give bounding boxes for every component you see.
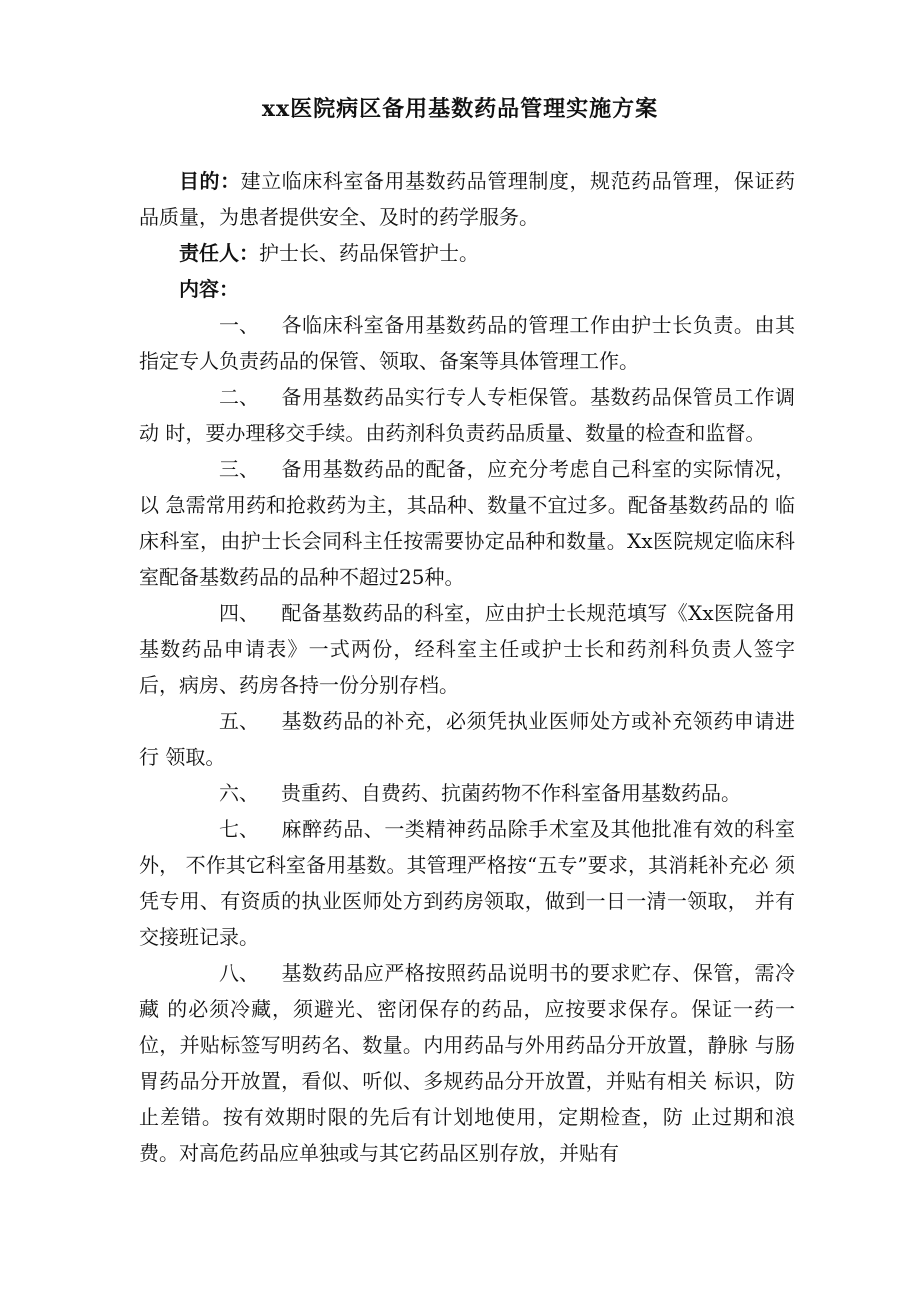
item-paragraph	[139, 451, 795, 595]
item-number: 六、	[219, 781, 259, 805]
purpose-paragraph	[139, 163, 795, 235]
item-paragraph	[139, 811, 795, 955]
item-paragraph	[139, 307, 795, 379]
item-text: 备用基数药品实行专人专柜保管。基数药品保管员工作调动 时，要办理移交手续。由药剂科负责药品质量、数量的检查和监督。	[139, 385, 795, 445]
item-text: 贵重药、自费药、抗菌药物不作科室备用基数药品。	[281, 781, 741, 805]
document-body	[139, 163, 795, 1171]
item-paragraph	[139, 379, 795, 451]
item-number: 三、	[219, 457, 259, 481]
item-text: 基数药品的补充，必须凭执业医师处方或补充领药申请进行 领取。	[139, 709, 795, 769]
item-paragraph	[139, 595, 795, 703]
item-paragraph	[139, 955, 795, 1171]
item-number: 八、	[219, 961, 259, 985]
content-label: 内容：	[179, 277, 239, 301]
item-paragraph	[139, 703, 795, 775]
purpose-text: 建立临床科室备用基数药品管理制度，规范药品管理，保证药品质量，为患者提供安全、及时的药学服务。	[139, 169, 796, 229]
item-text: 配备基数药品的科室，应由护士长规范填写《Xx医院备用基数药品申请表》一式两份，经科室主任或护士长和药剂科负责人签字后，病房、药房各持一份分别存档。	[139, 601, 795, 697]
item-text: 各临床科室备用基数药品的管理工作由护士长负责。由其指定专人负责药品的保管、领取、备案等具体管理工作。	[139, 313, 795, 373]
responsible-label: 责任人：	[179, 241, 259, 265]
item-text: 备用基数药品的配备，应充分考虑自己科室的实际情况，以 急需常用药和抢救药为主，其品种、数量不宜过多。配备基数药品的 临床科室，由护士长会同科主任按需要协定品种和数量。Xx医院规定临床科室配备基数药品的品种不超过25种。	[139, 457, 795, 589]
item-number: 二、	[219, 385, 259, 409]
content-heading	[139, 271, 795, 307]
responsible-text: 护士长、药品保管护士。	[259, 241, 479, 265]
item-number: 七、	[219, 817, 259, 841]
document-title: xx医院病区备用基数药品管理实施方案	[261, 96, 659, 122]
item-text: 麻醉药品、一类精神药品除手术室及其他批准有效的科室外， 不作其它科室备用基数。其管理严格按“五专”要求，其消耗补充必 须凭专用、有资质的执业医师处方到药房领取，做到一日一清一领取， 并有交接班记录。	[139, 817, 795, 949]
item-number: 四、	[219, 601, 259, 625]
item-text: 基数药品应严格按照药品说明书的要求贮存、保管，需冷藏 的必须冷藏，须避光、密闭保存的药品，应按要求保存。保证一药一 位，并贴标签写明药名、数量。内用药品与外用药品分开放置，静脉 与肠胃药品分开放置，看似、听似、多规药品分开放置，并贴有相关 标识，防止差错。按有效期时限的先后有计划地使用，定期检查，防 止过期和浪费。对高危药品应单独或与其它药品区别存放，并贴有	[139, 961, 795, 1165]
responsible-paragraph	[139, 235, 795, 271]
item-number: 五、	[219, 709, 259, 733]
item-number: 一、	[219, 313, 259, 337]
purpose-label: 目的：	[179, 169, 241, 193]
item-paragraph	[139, 775, 795, 811]
